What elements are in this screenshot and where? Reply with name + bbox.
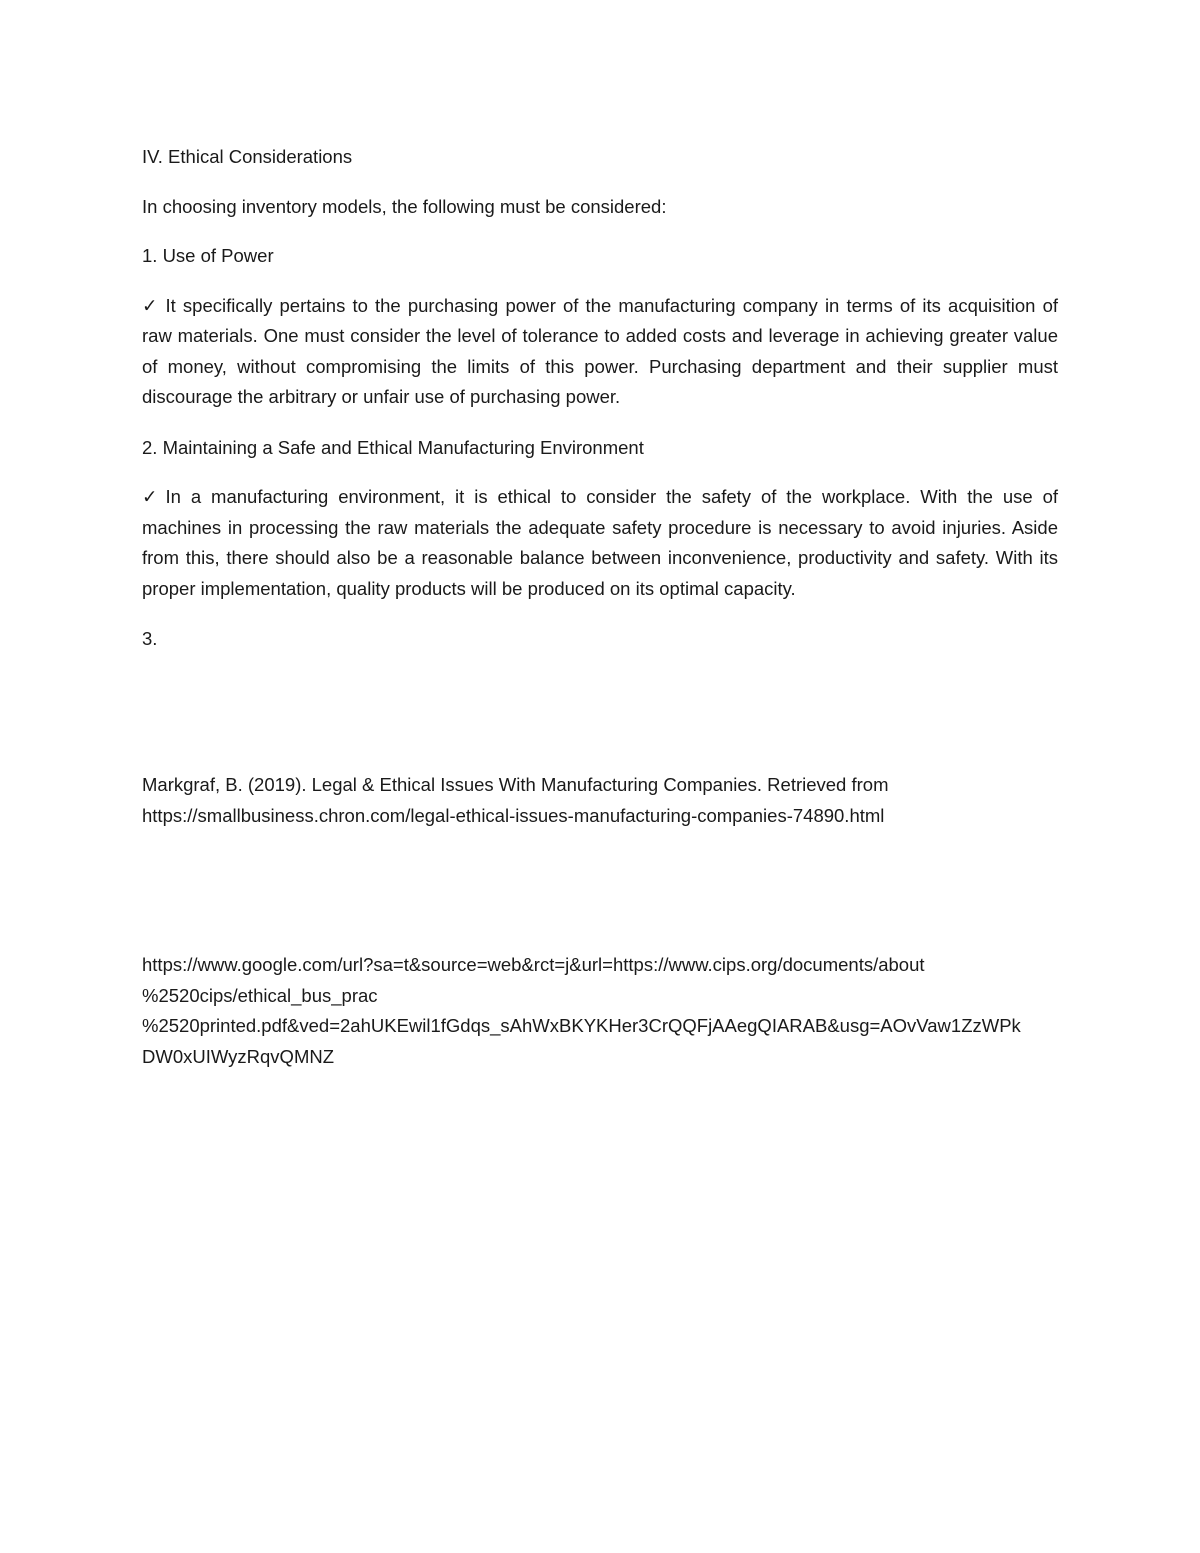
item-1-text: It specifically pertains to the purchasing power of the manufacturing company in terms of its acquisition of raw materials. One must consider the level of tolerance to added costs and leverage in achieving greater value of money, without compromising the limits of this power. Purchasing department and their supplier must discourage the arbitrary or unfair use of purchasing power. [142,294,1058,407]
item-1-title: 1. Use of Power [142,245,274,266]
item-2-body [142,482,1058,604]
checkmark-icon: ✓ [142,486,158,507]
item-3-title: 3. [142,628,158,649]
checkmark-icon: ✓ [142,294,158,316]
section-heading: IV. Ethical Considerations [142,146,353,167]
reference-line-1: Markgraf, B. (2019). Legal & Ethical Issues With Manufacturing Companies. Retrieved from [142,774,889,795]
item-2-text: In a manufacturing environment, it is ethical to consider the safety of the workplace. With the use of machines in processing the raw materials the adequate safety procedure is necessary to avoid injuries. Aside from this, there should also be a reasonable balance between inconvenience, productivity and safety. With its proper implementation, quality products will be produced on its optimal capacity. [142,486,1058,599]
source-url[interactable] [142,950,1058,1072]
reference-link[interactable]: https://smallbusiness.chron.com/legal-ethical-issues-manufacturing-companies-74890.html [142,804,885,826]
url-line-1[interactable]: https://www.google.com/url?sa=t&source=web&rct=j&url=https://www.cips.org/documents/about [142,954,925,975]
url-line-4[interactable]: DW0xUIWyzRqvQMNZ [142,1045,335,1067]
reference-citation [142,770,1058,831]
item-2-title: 2. Maintaining a Safe and Ethical Manufacturing Environment [142,436,644,458]
url-line-3[interactable]: %2520printed.pdf&ved=2ahUKEwil1fGdqs_sAhWxBKYKHer3CrQQFjAAegQIARAB&usg=AOvVaw1ZzWPk [142,1015,1021,1036]
item-1-body [142,291,1058,413]
url-line-2[interactable]: %2520cips/ethical_bus_prac [142,984,378,1006]
intro-paragraph: In choosing inventory models, the following must be considered: [142,195,667,217]
document-body [142,142,1058,655]
